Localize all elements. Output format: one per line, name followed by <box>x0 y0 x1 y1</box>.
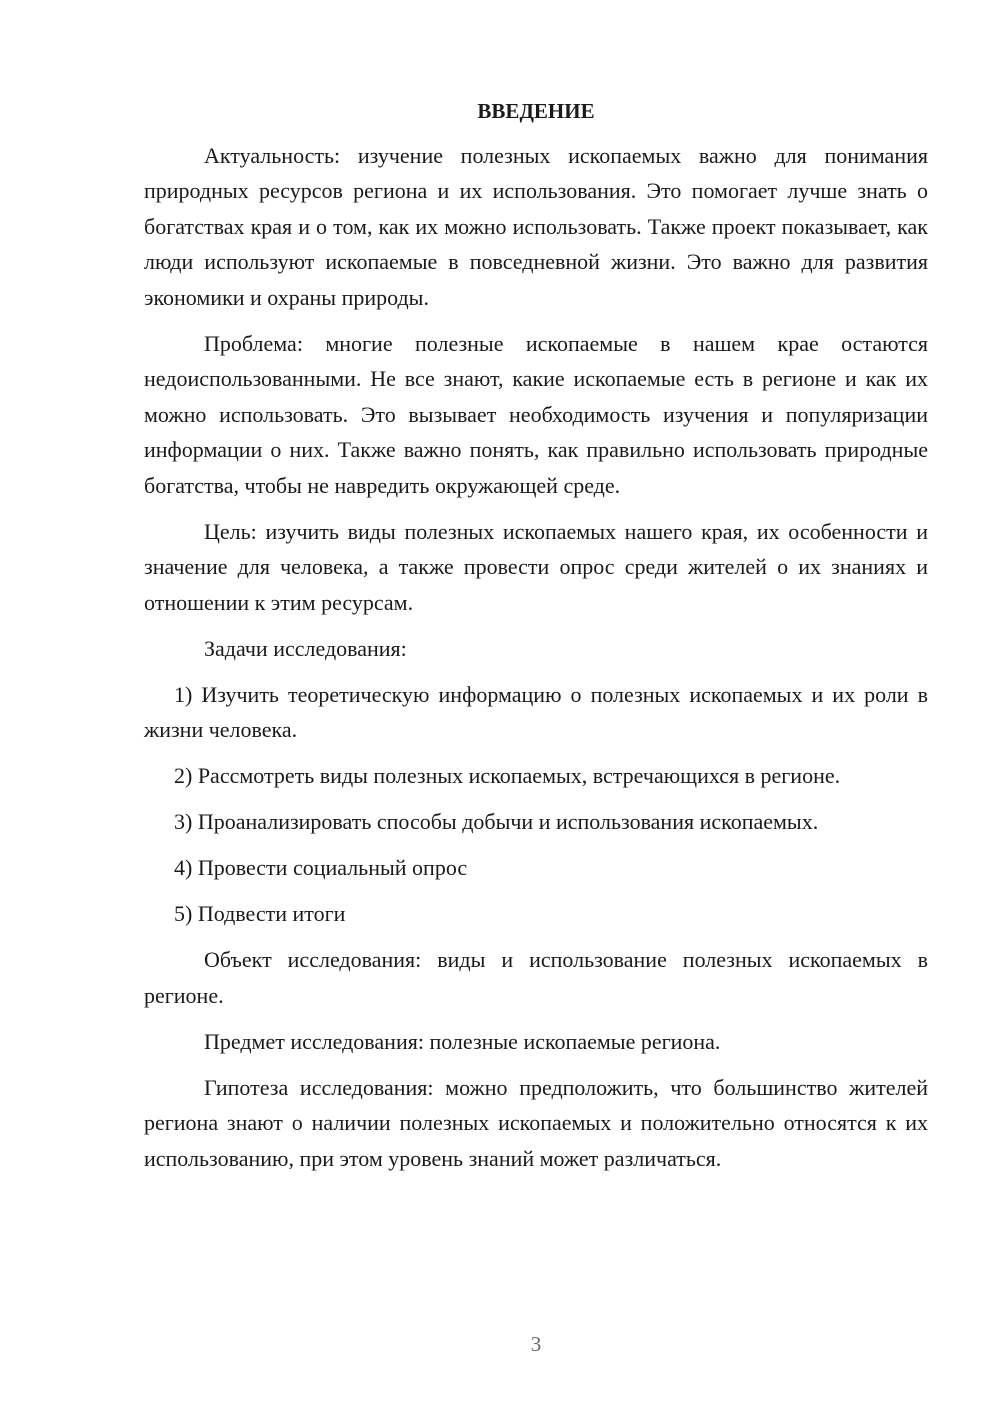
problem-paragraph: Проблема: многие полезные ископаемые в нашем крае остаются недоиспользованными. Не все знают, какие ископаемые есть в регионе и как их можно использовать. Это вызывает необходимость изучения и популяризации информации о них. Также важно понять, как правильно использовать природные богатства, чтобы не навредить окружающей среде. <box>144 330 928 498</box>
page-title: ВВЕДЕНИЕ <box>477 99 595 123</box>
task-item: 5) Подвести итоги <box>174 901 346 926</box>
object-paragraph: Объект исследования: виды и использование полезных ископаемых в регионе. <box>144 947 928 1008</box>
document-body <box>144 94 928 1187</box>
relevance-paragraph: Актуальность: изучение полезных ископаемых важно для понимания природных ресурсов региона и их использования. Это помогает лучше знать о богатствах края и о том, как их можно использовать. Также проект показывает, как люди используют ископаемые в повседневной жизни. Это важно для развития экономики и охраны природы. <box>144 142 928 310</box>
task-item: 2) Рассмотреть виды полезных ископаемых, встречающихся в регионе. <box>174 763 841 788</box>
goal-paragraph: Цель: изучить виды полезных ископаемых нашего края, их особенности и значение для человека, а также провести опрос среди жителей о их знаниях и отношении к этим ресурсам. <box>144 518 928 615</box>
page-number: 3 <box>530 1332 542 1356</box>
subject-paragraph: Предмет исследования: полезные ископаемые региона. <box>204 1028 721 1054</box>
task-item: 4) Провести социальный опрос <box>174 855 468 880</box>
tasks-heading: Задачи исследования: <box>204 635 407 661</box>
hypothesis-paragraph: Гипотеза исследования: можно предположить, что большинство жителей региона знают о наличии полезных ископаемых и положительно относятся к их использованию, при этом уровень знаний может различаться. <box>144 1074 928 1171</box>
task-item: 1) Изучить теоретическую информацию о полезных ископаемых и их роли в жизни человека. <box>144 681 928 742</box>
task-item: 3) Проанализировать способы добычи и использования ископаемых. <box>174 809 819 834</box>
